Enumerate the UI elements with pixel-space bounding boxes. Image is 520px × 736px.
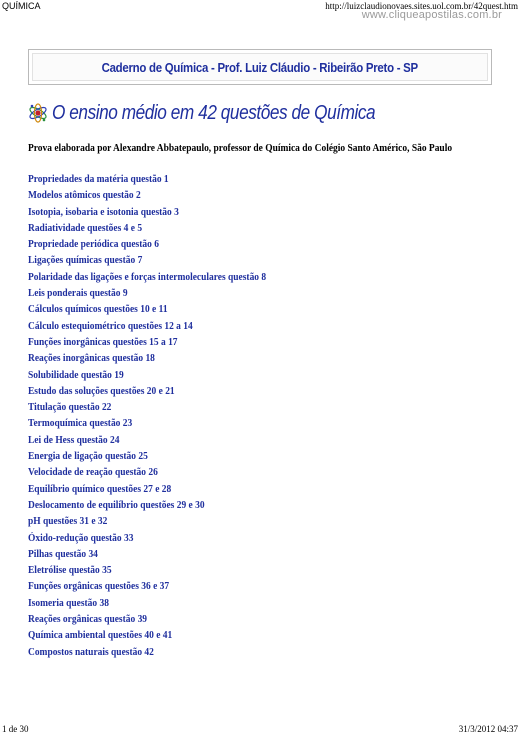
topic-link[interactable]: Funções inorgânicas questões 15 a 17 bbox=[28, 335, 178, 348]
topic-link[interactable]: Termoquímica questão 23 bbox=[28, 417, 133, 430]
topic-link[interactable]: Polaridade das ligações e forças intermoleculares questão 8 bbox=[28, 270, 267, 283]
topic-link[interactable]: Isomeria questão 38 bbox=[28, 596, 109, 609]
topic-link[interactable]: Energia de ligação questão 25 bbox=[28, 450, 148, 463]
topic-link[interactable]: Óxido-redução questão 33 bbox=[28, 531, 134, 544]
topic-link[interactable]: Estudo das soluções questões 20 e 21 bbox=[28, 384, 175, 397]
watermark: www.cliqueapostilas.com.br bbox=[361, 9, 502, 21]
topic-link[interactable]: Pilhas questão 34 bbox=[28, 547, 98, 560]
topic-link[interactable]: Titulação questão 22 bbox=[28, 401, 112, 414]
topic-link[interactable]: Equilíbrio químico questões 27 e 28 bbox=[28, 482, 172, 495]
topic-list bbox=[28, 171, 305, 660]
author-line: Prova elaborada por Alexandre Abbatepaulo, professor de Química do Colégio Santo Américo, São Paulo bbox=[28, 142, 453, 154]
atom-icon bbox=[28, 100, 48, 126]
topic-link[interactable]: Compostos naturais questão 42 bbox=[28, 645, 154, 658]
topic-link[interactable]: Cálculos químicos questões 10 e 11 bbox=[28, 303, 168, 316]
topic-link[interactable]: Funções orgânicas questões 36 e 37 bbox=[28, 580, 170, 593]
topic-link[interactable]: Solubilidade questão 19 bbox=[28, 368, 124, 381]
topic-link[interactable]: Eletrólise questão 35 bbox=[28, 564, 112, 577]
topic-link[interactable]: Radiatividade questões 4 e 5 bbox=[28, 221, 143, 234]
topic-link[interactable]: Propriedade periódica questão 6 bbox=[28, 238, 159, 251]
page-banner bbox=[28, 49, 492, 85]
topic-link[interactable]: Química ambiental questões 40 e 41 bbox=[28, 629, 173, 642]
print-footer-page: 1 de 30 bbox=[2, 724, 29, 734]
topic-link[interactable]: pH questões 31 e 32 bbox=[28, 515, 108, 528]
topic-link[interactable]: Isotopia, isobaria e isotonia questão 3 bbox=[28, 205, 179, 218]
print-header-url: http://luizclaudionovaes.sites.uol.com.br/42quest.htm bbox=[325, 1, 518, 11]
page-heading bbox=[28, 96, 428, 130]
print-footer-date: 31/3/2012 04:37 bbox=[458, 724, 518, 734]
topic-link[interactable]: Velocidade de reação questão 26 bbox=[28, 466, 158, 479]
topic-link[interactable]: Cálculo estequiométrico questões 12 a 14 bbox=[28, 319, 193, 332]
topic-link[interactable]: Deslocamento de equilíbrio questões 29 e 30 bbox=[28, 498, 205, 511]
topic-link[interactable]: Reações orgânicas questão 39 bbox=[28, 613, 148, 626]
topic-link[interactable]: Ligações químicas questão 7 bbox=[28, 254, 143, 267]
topic-link[interactable]: Modelos atômicos questão 2 bbox=[28, 189, 141, 202]
topic-link[interactable]: Leis ponderais questão 9 bbox=[28, 287, 128, 300]
print-header-title: QUÍMICA bbox=[2, 1, 41, 11]
topic-link[interactable]: Propriedades da matéria questão 1 bbox=[28, 173, 169, 185]
page-title: O ensino médio em 42 questões de Química bbox=[52, 101, 376, 124]
topic-link[interactable]: Lei de Hess questão 24 bbox=[28, 433, 120, 446]
topic-link[interactable]: Reações inorgânicas questão 18 bbox=[28, 352, 155, 365]
banner-title: Caderno de Química - Prof. Luiz Cláudio - Ribeirão Preto - SP bbox=[101, 59, 419, 75]
